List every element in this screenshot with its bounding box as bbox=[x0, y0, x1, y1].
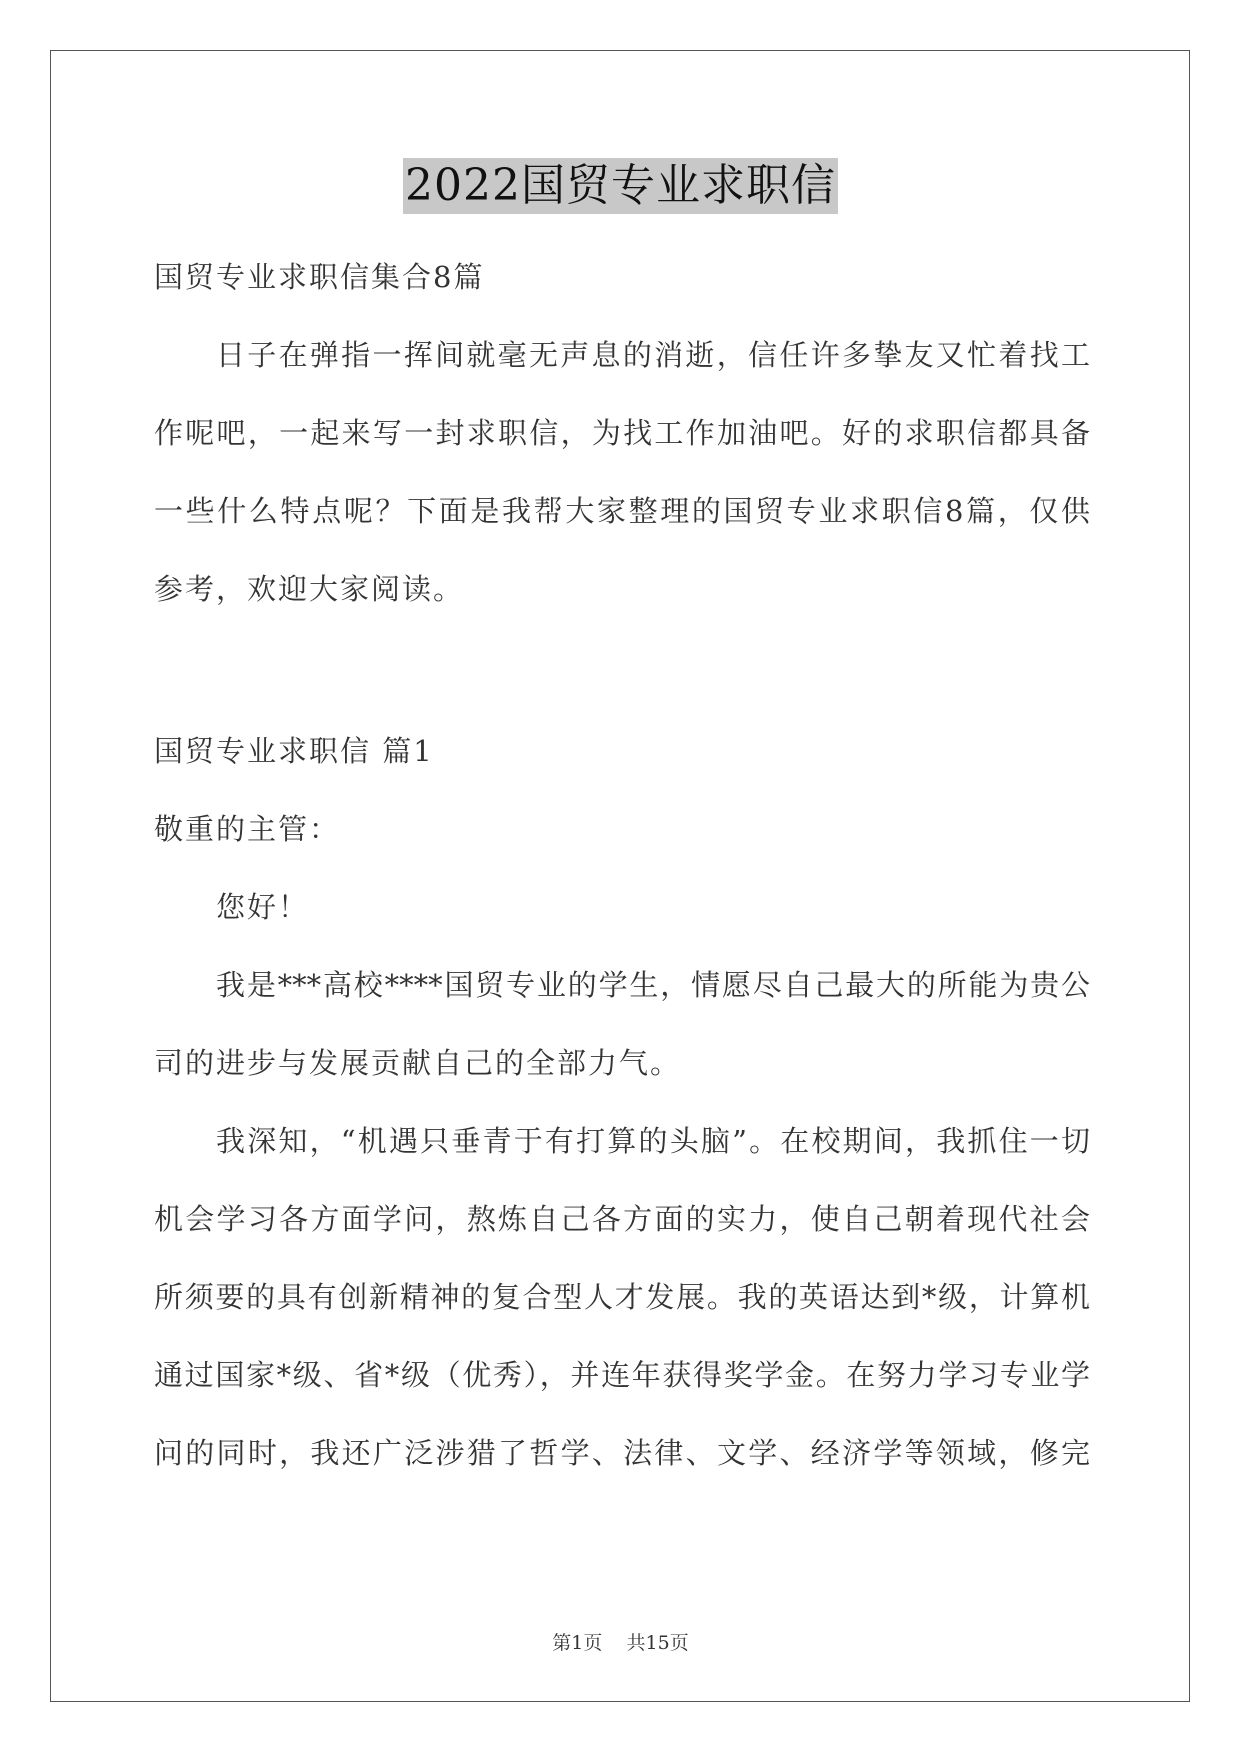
paragraph-line: 通过国家*级、省*级（优秀），并连年获得奖学金。在努力学习专业学 bbox=[154, 1358, 1090, 1392]
paragraph-line: 所须要的具有创新精神的复合型人才发展。我的英语达到*级，计算机 bbox=[154, 1280, 1090, 1314]
paragraph-line: 司的进步与发展贡献自己的全部力气。 bbox=[154, 1046, 682, 1080]
paragraph-line: 我是***高校****国贸专业的学生，情愿尽自己最大的所能为贵公 bbox=[216, 968, 1090, 1002]
greeting-line: 您好！ bbox=[216, 890, 310, 924]
document-title: 2022国贸专业求职信 bbox=[403, 158, 838, 214]
paragraph-line: 问的同时，我还广泛涉猎了哲学、法律、文学、经济学等领域，修完 bbox=[154, 1436, 1090, 1470]
section-gap bbox=[154, 628, 1090, 712]
paragraph-line: 参考，欢迎大家阅读。 bbox=[154, 572, 465, 606]
document-body bbox=[154, 238, 1090, 1492]
paragraph-line: 一些什么特点呢？下面是我帮大家整理的国贸专业求职信8篇，仅供 bbox=[154, 494, 1090, 528]
title-container bbox=[0, 158, 1241, 214]
paragraph-line: 我深知，“机遇只垂青于有打算的头脑”。在校期间，我抓住一切 bbox=[216, 1124, 1090, 1158]
paragraph-line: 日子在弹指一挥间就毫无声息的消逝，信任许多挚友又忙着找工 bbox=[216, 338, 1090, 372]
subtitle-line: 国贸专业求职信集合8篇 bbox=[154, 260, 485, 294]
salutation-line: 敬重的主管： bbox=[154, 812, 341, 846]
page-footer: 第1页 共15页 bbox=[552, 1632, 689, 1654]
paragraph-line: 机会学习各方面学问，熬炼自己各方面的实力，使自己朝着现代社会 bbox=[154, 1202, 1090, 1236]
paragraph-line: 作呢吧，一起来写一封求职信，为找工作加油吧。好的求职信都具备 bbox=[154, 416, 1090, 450]
section-heading: 国贸专业求职信 篇1 bbox=[154, 734, 434, 768]
